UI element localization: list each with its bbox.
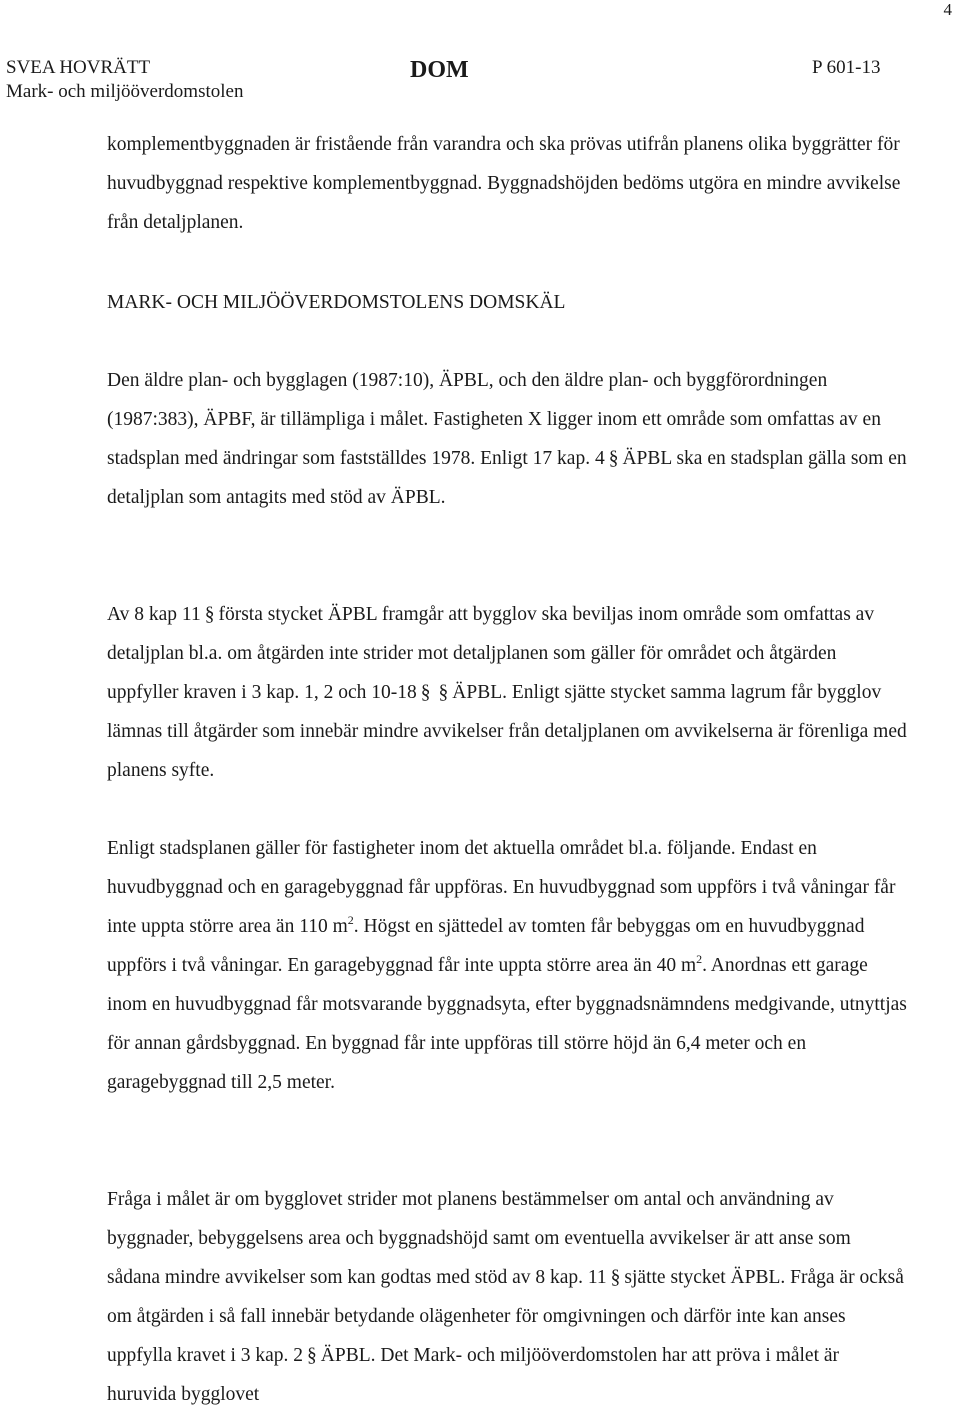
paragraph-text: . Anordnas ett garage inom en huvudbyggnad får motsvarande byggnadsyta, efter byggnadsnämndens medgivande, utnyttjas för annan gårdsbyggnad. En byggnad får inte uppföras till större höjd än 6,4 meter och en garagebyggnad till 2,5 meter. <box>107 955 907 1093</box>
document-type: DOM <box>410 57 469 83</box>
case-number: P 601-13 <box>812 57 881 78</box>
paragraph-text: Fråga i målet är om bygglovet strider mot planens bestämmelser om antal och användning av byggnader, bebyggelsens area och byggnadshöjd samt om eventuella avvikelser är att anse som sådana mindre avvikelser som kan godtas med stöd av 8 kap. 11 <box>107 1189 851 1288</box>
section-sign-icon: § <box>438 682 449 703</box>
section-sign-icon: § <box>420 682 431 703</box>
paragraph-text: sjätte stycket ÄPBL. Fråga är också om åtgärden i så fall innebär betydande olägenheter för omgivningen och därför inte kan anses uppfylla kravet i 3 kap. 2 <box>107 1267 904 1366</box>
paragraph-text: ÄPBL ska en stadsplan gälla som en detaljplan som antagits med stöd av ÄPBL. <box>107 448 907 508</box>
section-sign-icon: § <box>608 448 619 469</box>
paragraph-text: . Högst en sjättedel av tomten får bebyggas om en huvudbyggnad uppförs i två våningar. En garagebyggnad får inte uppta större area än 40 m <box>107 916 865 976</box>
superscript: 2 <box>347 913 354 927</box>
court-division: Mark- och miljööverdomstolen <box>6 81 244 102</box>
section-heading: MARK- OCH MILJÖÖVERDOMSTOLENS DOMSKÄL <box>107 292 566 313</box>
paragraph-text: ÄPBL. Enligt sjätte stycket samma lagrum får bygglov lämnas till åtgärder som innebär mindre avvikelser från detaljplanen om avvikelserna är förenliga med planens syfte. <box>107 682 907 781</box>
paragraph-town-plan <box>107 829 907 1102</box>
section-sign-icon: § <box>610 1267 621 1288</box>
page-number: 4 <box>943 0 952 19</box>
paragraph-text: Av 8 kap 11 <box>107 604 201 625</box>
paragraph-building-permit-rules <box>107 595 907 790</box>
header-court-block <box>6 56 243 104</box>
paragraph-intro <box>107 125 907 242</box>
paragraph-applicable-law <box>107 361 907 517</box>
court-name: SVEA HOVRÄTT <box>6 57 151 78</box>
paragraph-text: ÄPBL. Det Mark- och miljööverdomstolen har att pröva i målet är huruvida bygglovet <box>107 1345 840 1405</box>
paragraph-text: första stycket ÄPBL framgår att bygglov ska beviljas inom område som omfattas av detaljplan bl.a. om åtgärden inte strider mot detaljplanen som gäller för området och åtgärden uppfyller kraven i 3 kap. 1, 2 och 10-18 <box>107 604 875 703</box>
paragraph-question <box>107 1180 907 1414</box>
section-sign-icon: § <box>307 1345 317 1366</box>
superscript: 2 <box>696 952 703 966</box>
paragraph-text: Den äldre plan- och bygglagen (1987:10), ÄPBL, och den äldre plan- och byggförordningen (1987:383), ÄPBF, är tillämpliga i målet. Fastigheten X ligger inom ett område som omfattas av en stadsplan med ändringar som fastställdes 1978. Enligt 17 kap. 4 <box>107 370 881 469</box>
section-sign-icon: § <box>204 604 215 625</box>
paragraph-text: Enligt stadsplanen gäller för fastigheter inom det aktuella området bl.a. följande. Endast en huvudbyggnad och en garagebyggnad får uppföras. En huvudbyggnad som uppförs i två våningar får inte uppta större area än 110 m <box>107 838 896 937</box>
paragraph-text: komplementbyggnaden är fristående från varandra och ska prövas utifrån planens olika byggrätter för huvudbyggnad respektive komplementbyggnad. Byggnadshöjden bedöms utgöra en mindre avvikelse från detaljplanen. <box>107 134 901 233</box>
